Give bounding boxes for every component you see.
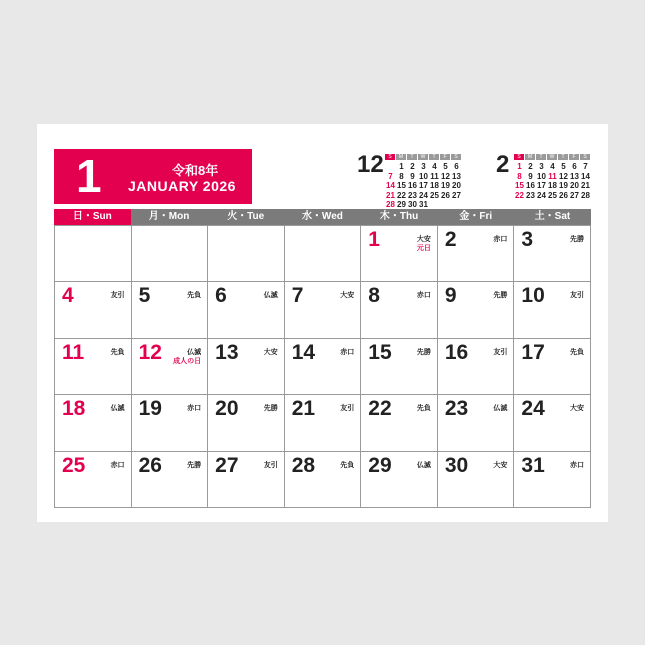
- day-cell[interactable]: [55, 225, 132, 281]
- weekday-header: 水・Wed: [284, 209, 361, 225]
- mini-day: 27: [570, 190, 579, 200]
- mini-day: 4: [432, 162, 437, 171]
- mini-day: 17: [419, 181, 428, 190]
- day-number: 28: [291, 453, 316, 477]
- rokuyo-label: 友引: [110, 292, 125, 300]
- mini-month-number: 12: [357, 151, 384, 178]
- mini-day: 9: [410, 171, 415, 181]
- mini-day: 7: [583, 162, 588, 171]
- day-cell[interactable]: [438, 338, 515, 394]
- mini-day: 11: [430, 171, 439, 181]
- mini-weekday-header: S: [385, 154, 395, 160]
- day-number: 9: [444, 284, 457, 308]
- holiday-label: 元日: [416, 245, 431, 252]
- mini-day: 1: [517, 162, 522, 171]
- day-number: 18: [62, 397, 86, 421]
- day-number: 21: [291, 397, 316, 421]
- day-number: 13: [215, 340, 239, 364]
- mini-day: 21: [386, 190, 395, 200]
- mini-day: 25: [430, 190, 439, 200]
- mini-day: 8: [517, 171, 522, 181]
- day-cell[interactable]: [361, 451, 438, 507]
- mini-weekday-header: T: [407, 154, 417, 160]
- day-number: 14: [291, 340, 316, 364]
- mini-day: 30: [408, 200, 417, 209]
- mini-day: 16: [408, 181, 417, 190]
- day-cell[interactable]: [514, 225, 591, 281]
- day-number: 11: [62, 340, 85, 364]
- day-cell[interactable]: [285, 225, 362, 281]
- mini-day: 31: [419, 200, 428, 209]
- mini-day: 21: [581, 181, 590, 190]
- rokuyo-label: 友引: [263, 461, 278, 469]
- day-cell[interactable]: [438, 394, 515, 450]
- mini-day: 15: [515, 181, 524, 190]
- day-cell[interactable]: [361, 338, 438, 394]
- day-number: 27: [215, 453, 239, 477]
- day-number: 24: [521, 397, 545, 421]
- mini-day: 29: [397, 200, 406, 209]
- rokuyo-label: 先勝: [187, 461, 202, 469]
- rokuyo-label: 仏滅: [110, 405, 125, 413]
- rokuyo-label: 先勝: [569, 236, 584, 243]
- day-cell[interactable]: [438, 451, 515, 507]
- rokuyo-label: 仏滅: [493, 405, 508, 413]
- day-number: 23: [444, 397, 469, 421]
- day-number: 25: [62, 453, 86, 477]
- month-grid: [54, 225, 591, 508]
- day-cell[interactable]: [514, 281, 591, 337]
- day-number: 6: [215, 284, 227, 308]
- day-cell[interactable]: [285, 394, 362, 450]
- mini-calendar-grid: [385, 154, 462, 210]
- day-number: 3: [521, 228, 534, 251]
- day-number: 16: [444, 340, 469, 364]
- mini-weekday-header: S: [514, 154, 524, 160]
- mini-day: 15: [397, 181, 406, 190]
- rokuyo-label: 友引: [493, 348, 508, 356]
- rokuyo-label: 仏滅: [416, 461, 431, 469]
- day-cell[interactable]: [514, 338, 591, 394]
- mini-day: 18: [548, 181, 557, 190]
- mini-day: 3: [539, 162, 544, 171]
- day-cell[interactable]: [208, 225, 285, 281]
- day-cell[interactable]: [361, 281, 438, 337]
- mini-weekday-header: T: [429, 154, 439, 160]
- day-cell[interactable]: [132, 281, 209, 337]
- rokuyo-label: 大安: [340, 292, 355, 300]
- mini-weekday-header: M: [396, 154, 406, 160]
- day-number: 15: [368, 340, 392, 364]
- day-number: 17: [521, 340, 545, 364]
- day-cell[interactable]: [285, 451, 362, 507]
- mini-weekday-header: M: [525, 154, 535, 160]
- month-header: [54, 149, 252, 204]
- rokuyo-label: 先負: [110, 348, 125, 356]
- mini-day: 10: [419, 171, 428, 181]
- rokuyo-label: 仏滅: [263, 292, 278, 300]
- day-cell[interactable]: [132, 394, 209, 450]
- mini-day: 19: [559, 181, 568, 190]
- month-english: JANUARY 2026: [128, 178, 236, 194]
- month-number: 1: [76, 150, 102, 202]
- weekday-header-row: [54, 209, 591, 225]
- day-cell[interactable]: [438, 225, 515, 281]
- day-cell[interactable]: [208, 281, 285, 337]
- rokuyo-label: 赤口: [493, 236, 508, 243]
- mini-day: [385, 162, 396, 172]
- day-number: 2: [444, 228, 457, 251]
- mini-weekday-header: F: [440, 154, 450, 160]
- day-number: 5: [138, 284, 151, 308]
- day-number: 22: [368, 397, 392, 421]
- rokuyo-label: 赤口: [569, 461, 584, 469]
- day-number: 10: [521, 284, 545, 308]
- mini-month-number: 2: [496, 151, 510, 178]
- mini-day: 18: [430, 181, 439, 190]
- mini-day: 10: [537, 171, 546, 181]
- day-number: 31: [521, 453, 545, 477]
- rokuyo-label: 先勝: [263, 405, 278, 413]
- day-cell[interactable]: [55, 281, 132, 337]
- mini-day: 23: [526, 190, 535, 200]
- mini-weekday-header: W: [547, 154, 557, 160]
- rokuyo-label: 大安: [493, 461, 508, 469]
- day-cell[interactable]: [438, 281, 515, 337]
- rokuyo-label: 友引: [569, 292, 584, 300]
- mini-day: 14: [386, 181, 395, 190]
- rokuyo-label: 大安: [569, 405, 584, 413]
- mini-day: 2: [528, 162, 533, 171]
- day-cell[interactable]: [361, 394, 438, 450]
- mini-weekday-header: T: [536, 154, 546, 160]
- rokuyo-label: 先負: [569, 348, 584, 356]
- day-cell[interactable]: [132, 451, 209, 507]
- mini-weekday-header: W: [418, 154, 428, 160]
- day-number: 7: [291, 284, 304, 308]
- mini-day: 27: [452, 190, 461, 200]
- rokuyo-label: 先負: [340, 461, 355, 469]
- day-cell[interactable]: [208, 451, 285, 507]
- day-number: 26: [138, 453, 162, 477]
- mini-day: 4: [550, 162, 555, 171]
- mini-day: 13: [570, 171, 579, 181]
- mini-day: 6: [572, 162, 577, 171]
- rokuyo-label: 赤口: [110, 461, 125, 469]
- mini-day: 12: [441, 171, 450, 181]
- rokuyo-label: 先負: [416, 405, 431, 413]
- mini-day: 25: [548, 190, 557, 200]
- mini-day: 28: [581, 190, 590, 200]
- mini-calendar-grid: [514, 154, 591, 200]
- day-cell[interactable]: [208, 338, 285, 394]
- mini-day: 28: [386, 200, 395, 209]
- day-cell[interactable]: [132, 338, 209, 394]
- mini-weekday-header: S: [451, 154, 461, 160]
- mini-day: 26: [559, 190, 568, 200]
- mini-day: 17: [537, 181, 546, 190]
- mini-weekday-header: S: [580, 154, 590, 160]
- day-cell[interactable]: [361, 225, 438, 281]
- mini-day: 6: [454, 162, 459, 171]
- day-cell[interactable]: [55, 338, 132, 394]
- day-number: 29: [368, 453, 392, 477]
- mini-day: 8: [399, 171, 404, 181]
- day-number: 30: [444, 453, 469, 477]
- mini-day: 14: [581, 171, 590, 181]
- weekday-header: 土・Sat: [514, 209, 591, 225]
- mini-day: 11: [548, 171, 557, 181]
- rokuyo-label: 仏滅: [187, 348, 202, 356]
- era-year: 令和8年: [172, 163, 219, 178]
- day-cell[interactable]: [285, 338, 362, 394]
- rokuyo-label: 先勝: [493, 292, 508, 300]
- rokuyo-label: 友引: [340, 405, 355, 413]
- mini-day: 16: [526, 181, 535, 190]
- mini-day: 20: [452, 181, 461, 190]
- day-number: 1: [368, 228, 380, 251]
- mini-day: 5: [561, 162, 566, 171]
- rokuyo-label: 大安: [416, 236, 431, 243]
- day-number: 4: [62, 284, 74, 308]
- rokuyo-label: 赤口: [416, 292, 431, 300]
- mini-day: 24: [419, 190, 428, 200]
- day-number: 20: [215, 397, 239, 421]
- mini-day: 24: [537, 190, 546, 200]
- day-number: 19: [138, 397, 162, 421]
- mini-day: 23: [408, 190, 417, 200]
- mini-day: 9: [528, 171, 533, 181]
- day-cell[interactable]: [208, 394, 285, 450]
- mini-day: 1: [399, 162, 404, 171]
- rokuyo-label: 先負: [187, 292, 202, 300]
- mini-day: 20: [570, 181, 579, 190]
- mini-day: 26: [441, 190, 450, 200]
- day-cell[interactable]: [514, 451, 591, 507]
- day-cell[interactable]: [55, 394, 132, 450]
- rokuyo-label: 先勝: [416, 348, 431, 356]
- mini-weekday-header: F: [569, 154, 579, 160]
- mini-day: 5: [443, 162, 448, 171]
- mini-weekday-header: T: [558, 154, 568, 160]
- day-cell[interactable]: [514, 394, 591, 450]
- rokuyo-label: 赤口: [340, 348, 355, 356]
- weekday-header: 木・Thu: [361, 209, 438, 225]
- day-cell[interactable]: [285, 281, 362, 337]
- mini-day: 22: [515, 190, 524, 200]
- weekday-header: 日・Sun: [54, 209, 131, 225]
- day-cell[interactable]: [55, 451, 132, 507]
- mini-day: 12: [559, 171, 568, 181]
- mini-day: 22: [397, 190, 406, 200]
- mini-day: 7: [388, 171, 393, 181]
- rokuyo-label: 赤口: [187, 405, 202, 413]
- mini-day: 13: [452, 171, 461, 181]
- day-number: 12: [138, 340, 162, 364]
- mini-day: 2: [410, 162, 415, 171]
- day-number: 8: [368, 284, 380, 308]
- weekday-header: 金・Fri: [437, 209, 514, 225]
- weekday-header: 火・Tue: [207, 209, 284, 225]
- mini-day: 3: [421, 162, 426, 171]
- weekday-header: 月・Mon: [131, 209, 208, 225]
- mini-day: 19: [441, 181, 450, 190]
- holiday-label: 成人の日: [173, 357, 202, 365]
- rokuyo-label: 大安: [263, 348, 278, 356]
- day-cell[interactable]: [132, 225, 209, 281]
